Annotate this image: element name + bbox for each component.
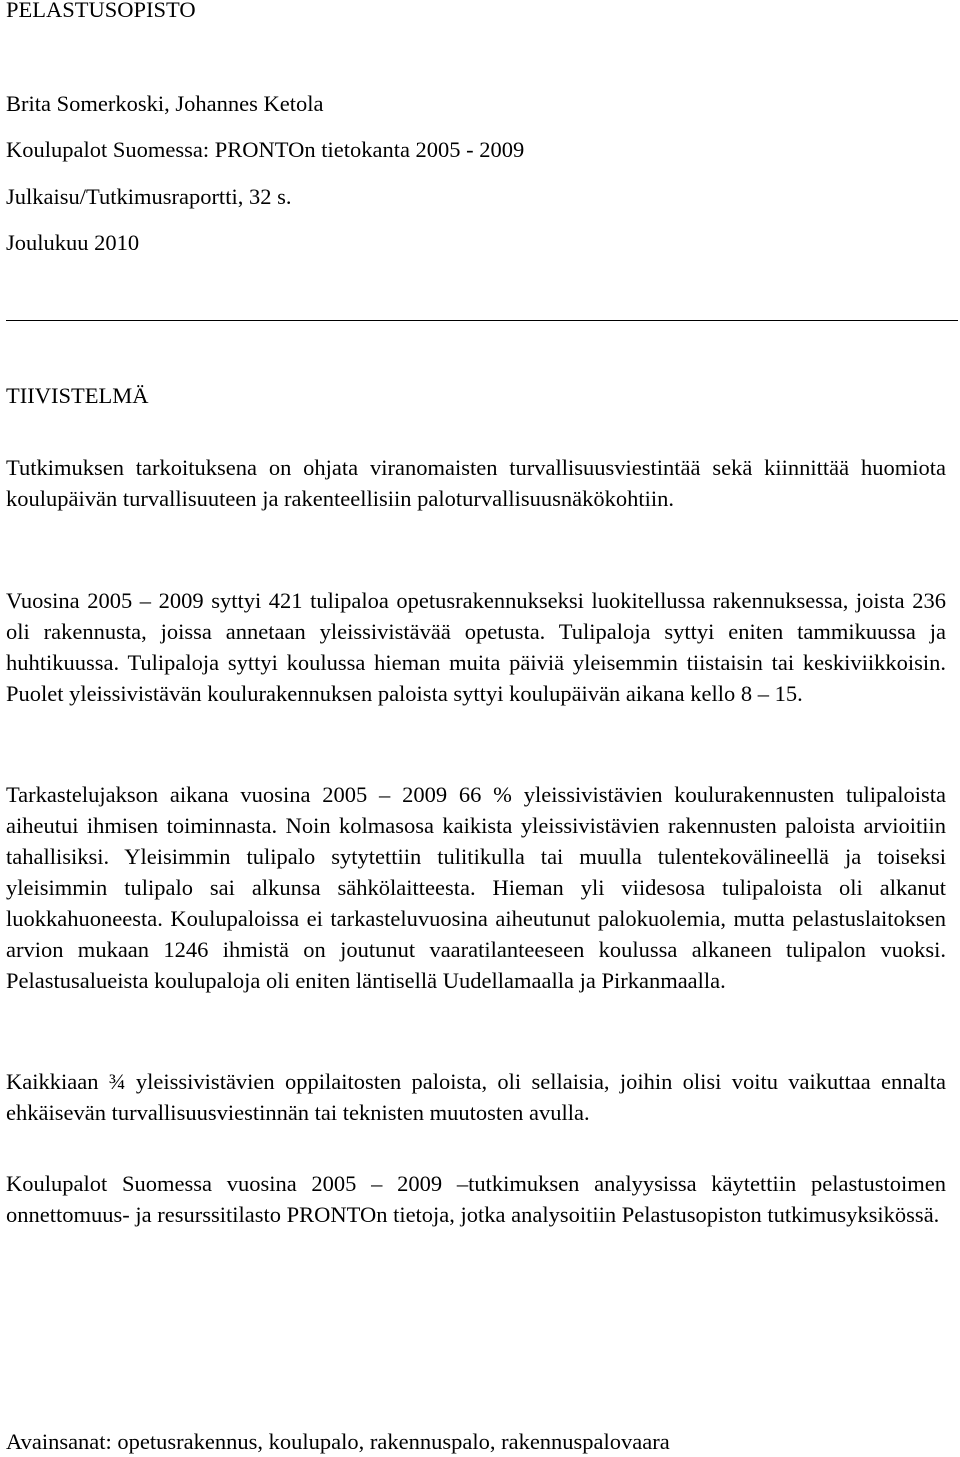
report-title: Koulupalot Suomessa: PRONTOn tietokanta 2005 - 2009 — [6, 137, 525, 162]
organization-name: PELASTUSOPISTO — [6, 0, 196, 22]
abstract-paragraph-3: Tarkastelujakson aikana vuosina 2005 – 2009 66 % yleissivistävien koulurakennusten tulipaloista aiheutui ihmisen toiminnasta. Noin kolmasosa kaikista yleissivistävien rakennusten paloista arvioitiin tahallisiksi. Yleisimmin tulipalo sytytettiin tulitikulla tai muulla tulentekovälineellä ja toiseksi yleisimmin tulipalo sai alkunsa sähkölaitteesta. Hieman yli viidesosa tulipaloista oli alkanut luokkahuoneesta. Koulupaloissa ei tarkasteluvuosina aiheutunut palokuolemia, mutta pelastuslaitoksen arvion mukaan 1246 ihmistä on joutunut vaaratilanteeseen koulussa alkaneen tulipalon vuoksi. Pelastusalueista koulupaloja oli eniten läntisellä Uudellamaalla ja Pirkanmaalla. — [6, 782, 946, 993]
publication-date: Joulukuu 2010 — [6, 230, 140, 255]
abstract-paragraph-2: Vuosina 2005 – 2009 syttyi 421 tulipaloa opetusrakennukseksi luokitellussa rakennuksessa, joista 236 oli rakennusta, joissa annetaan yleissivistävää opetusta. Tulipaloja syttyi eniten tammikuussa ja huhtikuussa. Tulipaloja syttyi koulussa hieman muita päiviä yleisemmin tiistaisin tai keskiviikkoisin. Puolet yleissivistävän koulurakennuksen paloista syttyi koulupäivän aikana kello 8 – 15. — [6, 588, 946, 706]
keywords: Avainsanat: opetusrakennus, koulupalo, rakennuspalo, rakennuspalovaara — [6, 1429, 670, 1454]
abstract-heading: TIIVISTELMÄ — [6, 383, 149, 408]
abstract-paragraph-4: Kaikkiaan ¾ yleissivistävien oppilaitosten paloista, oli sellaisia, joihin olisi voitu vaikuttaa ennalta ehkäisevän turvallisuusviestinnän tai teknisten muutosten avulla. — [6, 1069, 946, 1125]
abstract-paragraph-5: Koulupalot Suomessa vuosina 2005 – 2009 –tutkimuksen analyysissa käytettiin pelastustoimen onnettomuus- ja resurssitilasto PRONTOn tietoja, jotka analysoitiin Pelastusopiston tutkimusyksikössä. — [6, 1171, 946, 1227]
publication-info: Julkaisu/Tutkimusraportti, 32 s. — [6, 184, 292, 209]
authors: Brita Somerkoski, Johannes Ketola — [6, 91, 324, 116]
abstract-paragraph-1: Tutkimuksen tarkoituksena on ohjata viranomaisten turvallisuusviestintää sekä kiinnittää huomiota koulupäivän turvallisuuteen ja rakenteellisiin paloturvallisuusnäkökohtiin. — [6, 455, 946, 511]
header-divider — [6, 320, 958, 321]
